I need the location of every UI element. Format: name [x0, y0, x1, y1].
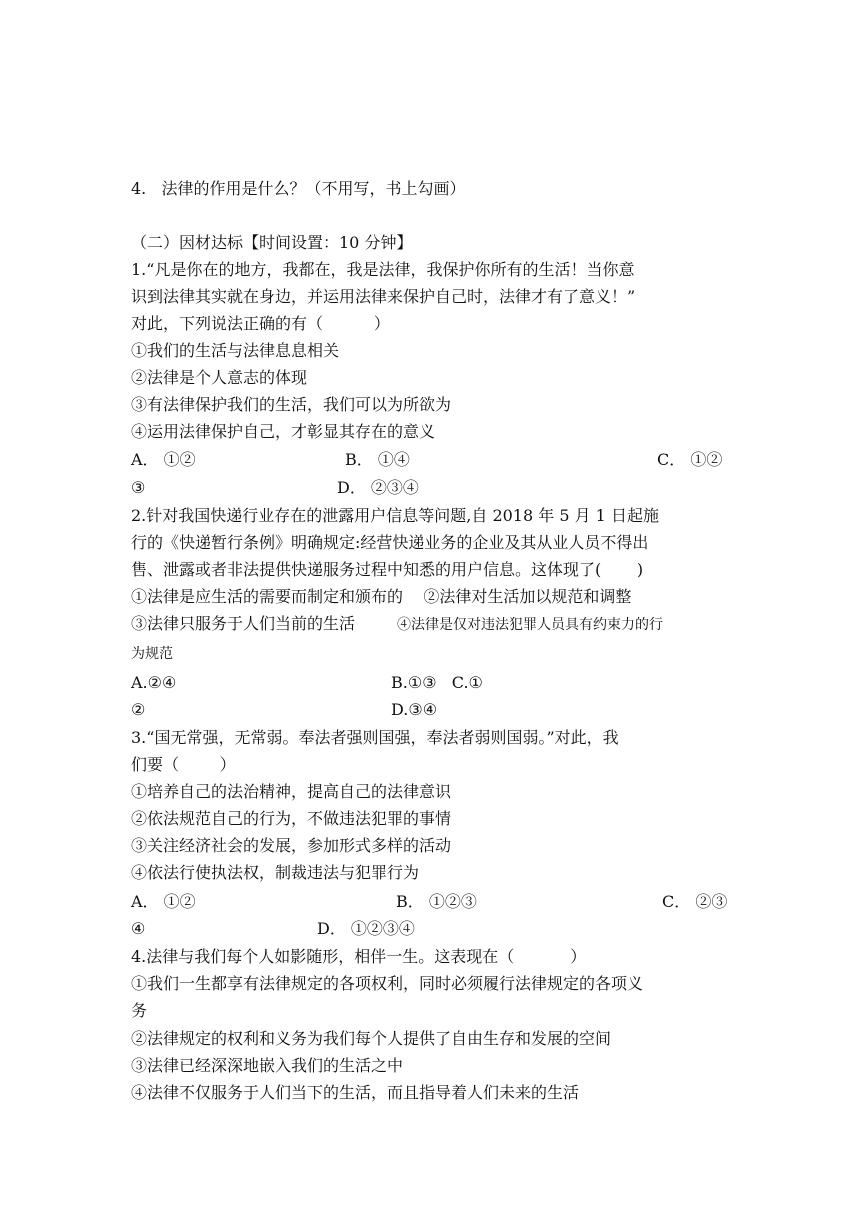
q3-item: ②依法规范自己的行为，不做违法犯罪的事情 [131, 809, 452, 828]
q2-stem-line: 售、泄露或者非法提供快递服务过程中知悉的用户信息。这体现了( ) [131, 560, 644, 579]
q3-item: ④依法行使执法权，制裁违法与犯罪行为 [131, 863, 420, 882]
q4b-item: ③法律已经深深地嵌入我们的生活之中 [131, 1056, 404, 1075]
q1-item: ①我们的生活与法律息息相关 [131, 341, 340, 360]
section-heading: （二）因材达标【时间设置：10 分钟】 [131, 233, 413, 252]
q3-option-c: C． ②③ [662, 892, 728, 911]
q1-option-b: B． ①④ [345, 450, 410, 469]
q3-stem-line: 3.“国无常强，无常弱。奉法者强则国强，奉法者弱则国弱。”对此，我 [131, 728, 619, 747]
q3-stem-line: 们要（ ） [131, 755, 236, 774]
question-4-text: 4. 法律的作用是什么？（不用写，书上勾画） [131, 179, 466, 198]
q1-stem-line: 1.“凡是你在的地方，我都在，我是法律，我保护你所有的生活！当你意 [131, 260, 635, 279]
q2-stem-line: 2.针对我国快递行业存在的泄露用户信息等问题,自 2018 年 5 月 1 日起施 [131, 506, 659, 525]
q1-option-c: C． ①② [657, 450, 723, 469]
q2-item-4: ④法律是仅对违法犯罪人员具有约束力的行 [397, 617, 663, 633]
q1-item: ④运用法律保护自己，才彰显其存在的意义 [131, 422, 436, 441]
q3-item: ③关注经济社会的发展，参加形式多样的活动 [131, 836, 452, 855]
q2-item-4-continued: 为规范 [131, 646, 173, 662]
q2-option-c-continued: ② [131, 700, 146, 719]
q1-option-c-continued: ③ [131, 478, 146, 497]
q4b-item: ①我们一生都享有法律规定的各项权利，同时必须履行法律规定的各项义 [131, 974, 644, 993]
q1-option-a: A． ①② [131, 450, 196, 469]
q3-option-c-continued: ④ [131, 919, 146, 938]
q3-option-b: B． ①②③ [396, 892, 477, 911]
q1-option-d: D． ②③④ [337, 478, 419, 497]
q4b-item: ④法律不仅服务于人们当下的生活，而且指导着人们未来的生活 [131, 1083, 580, 1102]
q1-stem-line: 对此，下列说法正确的有（ ） [131, 314, 390, 333]
q2-stem-line: 行的《快递暂行条例》明确规定:经营快递业务的企业及其从业人员不得出 [131, 533, 649, 552]
q2-option-b: B.①③ C.① [391, 673, 483, 692]
q2-option-a: A.②④ [131, 673, 177, 692]
q2-option-d: D.③④ [391, 700, 438, 719]
q3-item: ①培养自己的法治精神，提高自己的法律意识 [131, 782, 452, 801]
q1-item: ②法律是个人意志的体现 [131, 368, 308, 387]
q2-items-line: ①法律是应生活的需要而制定和颁布的 ②法律对生活加以规范和调整 [131, 587, 632, 606]
q3-option-a: A． ①② [131, 892, 196, 911]
q1-stem-line: 识到法律其实就在身边，并运用法律来保护自己时，法律才有了意义！” [131, 287, 636, 306]
q3-option-d: D． ①②③④ [317, 919, 415, 938]
q4b-stem: 4.法律与我们每个人如影随形，相伴一生。这表现在（ ） [131, 947, 587, 966]
q4b-item: ②法律规定的权利和义务为我们每个人提供了自由生存和发展的空间 [131, 1029, 612, 1048]
q4b-item-continued: 务 [131, 1001, 148, 1020]
q2-item-3: ③法律只服务于人们当前的生活 [131, 614, 376, 633]
q1-item: ③有法律保护我们的生活，我们可以为所欲为 [131, 395, 452, 414]
